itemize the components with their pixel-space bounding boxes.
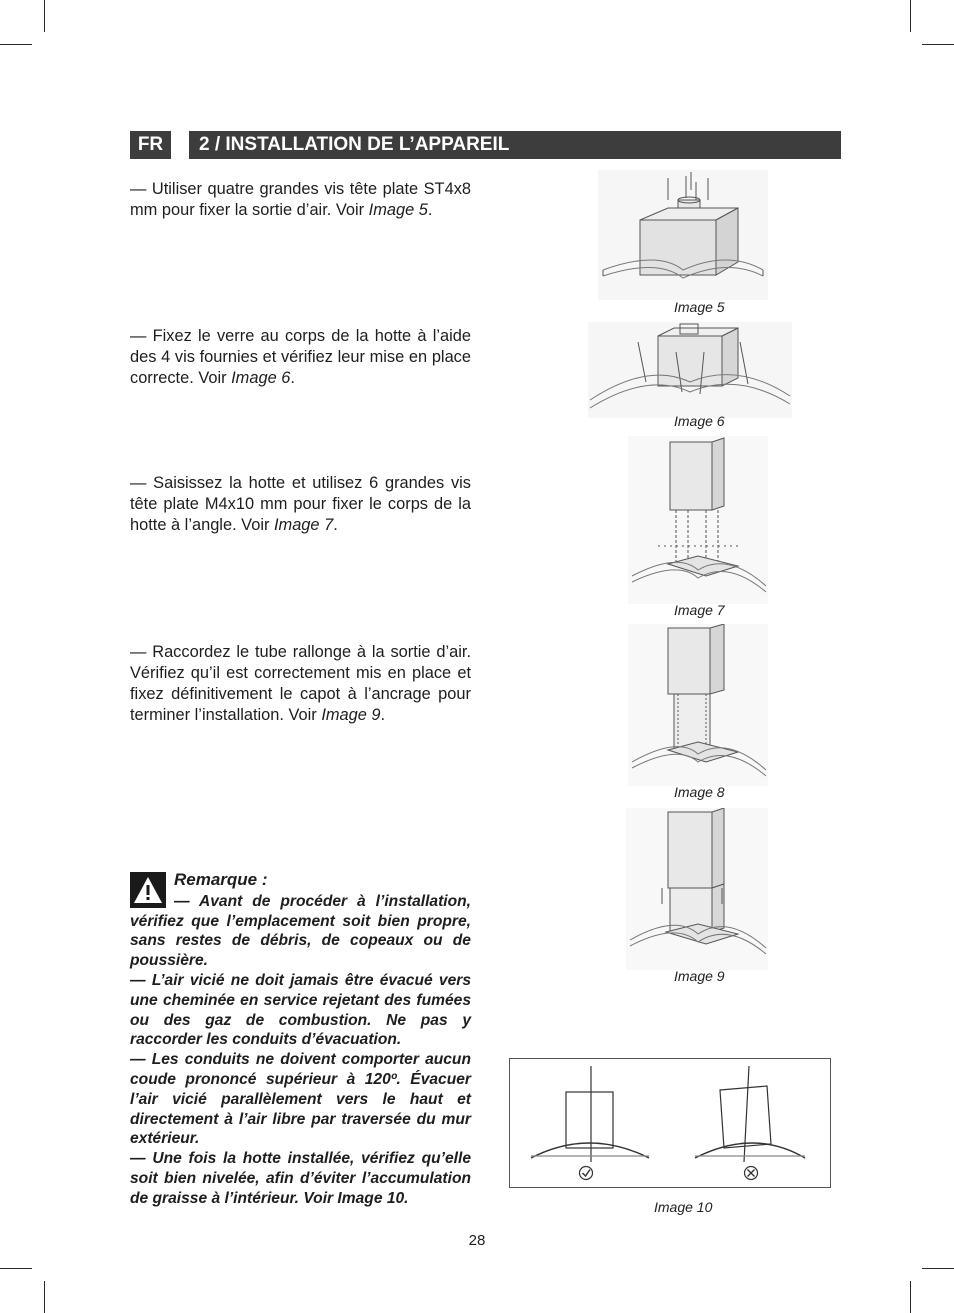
crop-mark [44, 0, 45, 32]
cross-circle-icon [745, 1167, 758, 1180]
crop-mark [910, 0, 911, 32]
step-text: — Utiliser quatre grandes vis tête plate ST4x8 mm pour fixer la sortie d’air. Voir [130, 180, 471, 219]
step-paragraph-3 [130, 473, 471, 536]
step-end: . [333, 516, 338, 534]
figure-image-9 [626, 808, 768, 970]
step-end: . [380, 706, 386, 724]
image-reference: Image 9 [321, 706, 381, 724]
figure-image-8 [628, 624, 768, 786]
crop-mark [44, 1281, 45, 1313]
figure-image-7 [628, 436, 768, 604]
caption-image-7: Image 7 [674, 602, 725, 618]
note-item: — Une fois la hotte installée, vérifiez qu’elle soit bien nivelée, afin d’éviter l’accumulation de graisse à l’intérieur. Voir Image 10. [130, 1150, 471, 1207]
note-item: — Avant de procéder à l’installation, vérifiez que l’emplacement soit bien propre, sans restes de débris, de copeaux ou de poussière. [130, 892, 471, 970]
image-reference: Image 7 [273, 516, 334, 534]
step-text: — Saisissez la hotte et utilisez 6 grandes vis tête plate M4x10 mm pour fixer le corps de la hotte à l’angle. Voir [130, 474, 471, 534]
step-text: — Fixez le verre au corps de la hotte à l’aide des 4 vis fournies et vérifiez leur mise en place correcte. Voir [130, 327, 471, 387]
step-paragraph-4 [130, 642, 471, 726]
figure-image-10 [509, 1058, 831, 1188]
note-item: — Les conduits ne doivent comporter aucun coude prononcé supérieur à 120º. Évacuer l’air vicié parallèlement vers le haut et directement à l’air libre par traversée du mur extérieur. [130, 1051, 471, 1148]
step-paragraph-1 [130, 179, 471, 221]
note-block [130, 870, 471, 1209]
step-end: . [427, 201, 433, 219]
page-number: 28 [468, 1232, 486, 1249]
crop-mark [0, 44, 32, 45]
crop-mark [922, 44, 954, 45]
crop-mark [910, 1281, 911, 1313]
language-tag: FR [130, 131, 171, 159]
caption-image-5: Image 5 [674, 299, 725, 315]
section-title: 2 / INSTALLATION DE L’APPAREIL [189, 131, 841, 159]
check-circle-icon [580, 1167, 593, 1180]
figure-image-5 [598, 170, 768, 300]
figure-image-6 [588, 322, 792, 418]
image-reference: Image 5 [368, 201, 428, 219]
image-reference: Image 6 [231, 369, 291, 387]
caption-image-8: Image 8 [674, 784, 725, 800]
crop-mark [0, 1268, 32, 1269]
crop-mark [922, 1268, 954, 1269]
caption-image-10: Image 10 [654, 1199, 713, 1215]
note-title: Remarque : [174, 870, 268, 889]
caption-image-6: Image 6 [674, 413, 725, 429]
step-end: . [290, 369, 295, 387]
caption-image-9: Image 9 [674, 968, 725, 984]
step-text: — Raccordez le tube rallonge à la sortie d’air. Vérifiez qu’il est correctement mis en place et fixez définitivement le capot à l’ancrage pour terminer l’installation. Voir [130, 643, 471, 724]
note-item: — L’air vicié ne doit jamais être évacué vers une cheminée en service rejetant des fumées ou des gaz de combustion. Ne pas y raccorder les conduits d’évacuation. [130, 971, 471, 1049]
step-paragraph-2 [130, 326, 471, 389]
